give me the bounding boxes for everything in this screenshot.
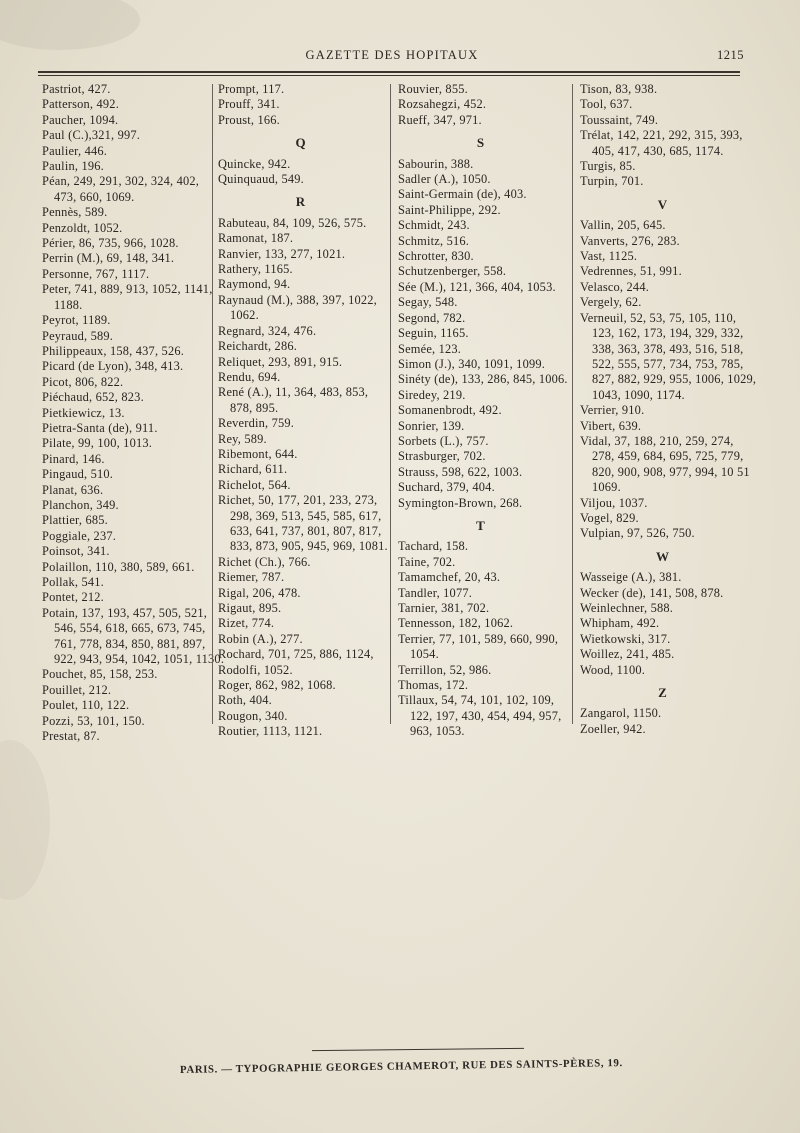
index-entry: Verneuil, 52, 53, 75, 105, 110, [580, 310, 737, 325]
index-entry: Tennesson, 182, 1062. [398, 616, 514, 631]
index-entry: Reverdin, 759. [218, 416, 295, 431]
index-entry: Plattier, 685. [42, 513, 108, 528]
index-entry: Pennès, 589. [42, 205, 108, 220]
index-entry: Poggiale, 237. [42, 528, 117, 543]
index-entry: Routier, 1113, 1121. [218, 724, 323, 739]
index-entry: Peyraud, 589. [42, 328, 114, 343]
index-entry: Schrotter, 830. [398, 249, 474, 264]
index-entry-continuation: 827, 882, 929, 955, 1006, 1029, [592, 372, 757, 387]
index-entry: Reichardt, 286. [218, 339, 298, 354]
index-entry: Rigal, 206, 478. [218, 585, 301, 600]
footer-rule [312, 1048, 524, 1051]
index-entry: Viljou, 1037. [580, 495, 648, 510]
index-entry: Vidal, 37, 188, 210, 259, 274, [580, 433, 734, 448]
index-entry: Woillez, 241, 485. [580, 647, 675, 662]
index-entry: Pouillet, 212. [42, 682, 112, 697]
index-entry: Pontet, 212. [42, 590, 104, 605]
index-entry-continuation: 820, 900, 908, 977, 994, 10 51 [592, 464, 750, 479]
index-entry: Picard (de Lyon), 348, 413. [42, 359, 184, 374]
index-entry: Tamamchef, 20, 43. [398, 570, 501, 585]
index-entry: Schmitz, 516. [398, 233, 470, 248]
index-entry: Rigaut, 895. [218, 601, 282, 615]
index-entry: Picot, 806, 822. [42, 374, 124, 389]
index-entry: Somanenbrodt, 492. [398, 403, 502, 418]
index-entry: Sadler (A.), 1050. [398, 172, 491, 187]
index-entry: Polaillon, 110, 380, 589, 661. [42, 559, 195, 574]
index-entry: Segay, 548. [398, 295, 458, 310]
index-entry-continuation: 298, 369, 513, 545, 585, 617, [230, 508, 382, 523]
section-letter-heading: V [657, 196, 669, 212]
index-entry: Pouchet, 85, 158, 253. [42, 667, 158, 682]
index-entry: Pollak, 541. [42, 575, 104, 589]
index-entry-continuation: 522, 555, 577, 734, 753, 785, [592, 356, 744, 371]
index-entry: Rochard, 701, 725, 886, 1124, [218, 647, 374, 662]
paper-stain [0, 0, 140, 50]
index-entry: Pozzi, 53, 101, 150. [42, 713, 145, 728]
index-entry: Rougon, 340. [218, 708, 288, 723]
section-letter-heading: Q [295, 135, 307, 151]
index-entry: Simon (J.), 340, 1091, 1099. [398, 356, 546, 371]
index-entry: Paul (C.),321, 997. [42, 128, 141, 143]
index-entry-continuation: 1062. [230, 308, 259, 323]
index-entry: Velasco, 244. [580, 279, 650, 294]
index-entry-continuation: 473, 660, 1069. [54, 189, 135, 204]
index-entry: Ranvier, 133, 277, 1021. [218, 246, 346, 261]
index-entry: Perrin (M.), 69, 148, 341. [42, 251, 175, 266]
index-entry: Rendu, 694. [218, 369, 281, 384]
index-entry-continuation: 338, 363, 378, 493, 516, 518, [592, 341, 744, 356]
index-entry: Verrier, 910. [580, 403, 645, 418]
index-entry: Reliquet, 293, 891, 915. [218, 354, 343, 369]
index-entry: Vergely, 62. [580, 295, 642, 310]
index-entry: Riemer, 787. [218, 570, 285, 585]
index-entry: Péan, 249, 291, 302, 324, 402, [42, 174, 200, 189]
index-entry: Toussaint, 749. [580, 112, 659, 127]
index-entry-continuation: 123, 162, 173, 194, 329, 332, [592, 326, 744, 341]
index-entry: Raynaud (M.), 388, 397, 1022, [218, 292, 377, 307]
index-entry: Taine, 702. [398, 554, 456, 569]
index-entry: Turpin, 701. [580, 174, 644, 189]
index-entry: Wood, 1100. [580, 662, 646, 677]
header-rule-thick [38, 71, 740, 73]
index-entry: Trélat, 142, 221, 292, 315, 393, [580, 128, 743, 143]
index-entry: Tillaux, 54, 74, 101, 102, 109, [398, 693, 555, 708]
index-entry: Terrillon, 52, 986. [398, 662, 492, 677]
index-entry: Vanverts, 276, 283. [580, 233, 680, 248]
index-entry-continuation: 1054. [410, 647, 439, 662]
index-entry-continuation: 1069. [592, 480, 621, 495]
index-entry: Richard, 611. [218, 462, 288, 477]
index-entry: Quinquaud, 549. [218, 172, 304, 187]
index-entry: Planchon, 349. [42, 497, 119, 512]
index-entry: Saint-Germain (de), 403. [398, 187, 527, 202]
index-entry: Wasseige (A.), 381. [580, 570, 682, 585]
index-entry: Rodolfi, 1052. [218, 662, 293, 677]
index-entry: Tachard, 158. [398, 539, 469, 554]
index-entry: Tool, 637. [580, 97, 633, 112]
index-entry: Poinsot, 341. [42, 544, 110, 559]
index-entry: Potain, 137, 193, 457, 505, 521, [42, 605, 208, 620]
index-entry: Turgis, 85. [580, 159, 636, 174]
index-entry: Rabuteau, 84, 109, 526, 575. [218, 215, 367, 230]
header-rule-thin [38, 75, 740, 76]
index-entry: Paulin, 196. [42, 159, 104, 174]
index-entry: Roger, 862, 982, 1068. [218, 678, 336, 693]
index-entry: Segond, 782. [398, 310, 466, 325]
index-entry-continuation: 278, 459, 684, 695, 725, 779, [592, 449, 744, 464]
index-entry: Pilate, 99, 100, 1013. [42, 436, 153, 451]
index-entry: Sonrier, 139. [398, 418, 465, 433]
index-entry-continuation: 833, 873, 905, 945, 969, 1081. [230, 539, 388, 554]
index-entry: Peyrot, 1189. [42, 313, 111, 328]
index-entry: Tarnier, 381, 702. [398, 601, 490, 615]
index-entry: Raymond, 94. [218, 277, 291, 292]
index-entry: Planat, 636. [42, 482, 104, 497]
index-entry: Vulpian, 97, 526, 750. [580, 526, 695, 541]
paper-stain [0, 740, 50, 900]
page-header [38, 48, 746, 66]
index-entry-continuation: 963, 1053. [410, 724, 465, 739]
index-column-3 [398, 82, 568, 740]
index-entry: Sinéty (de), 133, 286, 845, 1006. [398, 372, 568, 387]
index-entry: René (A.), 11, 364, 483, 853, [218, 385, 369, 400]
index-entry-continuation: 633, 641, 737, 801, 807, 817, [230, 523, 382, 538]
index-entry: Symington-Brown, 268. [398, 495, 523, 510]
index-entry: Rouvier, 855. [398, 82, 468, 96]
index-entry: Vibert, 639. [580, 418, 642, 433]
index-entry: Vogel, 829. [580, 510, 639, 525]
index-entry-continuation: 405, 417, 430, 685, 1174. [592, 143, 724, 158]
index-entry: Tandler, 1077. [398, 585, 473, 600]
index-entry: Terrier, 77, 101, 589, 660, 990, [398, 631, 559, 646]
section-letter-heading: Z [658, 685, 668, 701]
index-entry: Seguin, 1165. [398, 326, 469, 341]
section-letter-heading: W [656, 548, 670, 564]
index-entry-continuation: 122, 197, 430, 454, 494, 957, [410, 708, 562, 723]
index-entry: Prompt, 117. [218, 82, 285, 96]
index-entry-continuation: 546, 554, 618, 665, 673, 745, [54, 621, 206, 636]
index-entry: Périer, 86, 735, 966, 1028. [42, 236, 179, 251]
index-entry: Roth, 404. [218, 693, 272, 708]
index-entry: Regnard, 324, 476. [218, 323, 317, 338]
index-entry: Zangarol, 1150. [580, 706, 662, 721]
page-number: 1215 [717, 48, 744, 62]
index-entry: Sorbets (L.), 757. [398, 433, 489, 448]
index-column-2 [218, 82, 388, 740]
index-entry: Semée, 123. [398, 341, 462, 356]
column-divider [572, 84, 573, 724]
index-entry: Prestat, 87. [42, 729, 100, 744]
index-entry-continuation: 878, 895. [230, 400, 279, 415]
index-entry: Schutzenberger, 558. [398, 264, 507, 279]
index-entry: Siredey, 219. [398, 387, 466, 402]
index-entry-continuation: 1188. [54, 297, 83, 312]
index-entry: Rey, 589. [218, 431, 267, 446]
index-entry: Pinard, 146. [42, 451, 105, 466]
index-entry: Penzoldt, 1052. [42, 220, 123, 235]
index-column-1 [42, 82, 225, 744]
index-entry: Zoeller, 942. [580, 721, 646, 736]
index-entry: Ramonat, 187. [218, 231, 294, 246]
index-entry: Rizet, 774. [218, 616, 275, 631]
index-entry: Richet, 50, 177, 201, 233, 273, [218, 493, 378, 508]
index-entry: Strauss, 598, 622, 1003. [398, 464, 523, 479]
index-entry: Thomas, 172. [398, 678, 469, 693]
index-entry: Proust, 166. [218, 112, 280, 127]
index-entry: Richet (Ch.), 766. [218, 554, 311, 569]
index-entry: Paulier, 446. [42, 143, 108, 158]
index-entry: Prouff, 341. [218, 97, 280, 112]
index-entry: Patterson, 492. [42, 97, 119, 112]
index-entry: Robin (A.), 277. [218, 631, 303, 646]
index-entry: Rathery, 1165. [218, 262, 293, 277]
index-entry-continuation: 761, 778, 834, 850, 881, 897, [54, 636, 206, 651]
index-entry: Sée (M.), 121, 366, 404, 1053. [398, 279, 556, 294]
printer-imprint: PARIS. — TYPOGRAPHIE GEORGES CHAMEROT, RUE DES SAINTS-PÈRES, 19. [179, 1057, 623, 1076]
index-entry: Poulet, 110, 122. [42, 698, 130, 713]
index-column-4 [580, 82, 757, 737]
index-entry-continuation: 1043, 1090, 1174. [592, 387, 685, 402]
column-divider [390, 84, 391, 724]
index-entry: Pietra-Santa (de), 911. [42, 420, 158, 435]
index-entry: Saint-Philippe, 292. [398, 202, 501, 217]
index-entry: Pastriot, 427. [42, 82, 111, 96]
index-entry: Rozsahegzi, 452. [398, 97, 487, 112]
index-entry: Vallin, 205, 645. [580, 218, 666, 233]
index-entry: Sabourin, 388. [398, 156, 474, 171]
index-entry: Weinlechner, 588. [580, 601, 674, 615]
index-entry-continuation: 922, 943, 954, 1042, 1051, 1130. [54, 652, 225, 667]
index-entry: Vedrennes, 51, 991. [580, 264, 682, 279]
section-letter-heading: S [476, 135, 486, 151]
index-entry: Philippeaux, 158, 437, 526. [42, 343, 185, 358]
index-entry: Whipham, 492. [580, 616, 660, 631]
index-entry: Suchard, 379, 404. [398, 480, 495, 495]
index-entry: Ribemont, 644. [218, 446, 298, 461]
index-entry: Paucher, 1094. [42, 112, 119, 127]
index-entry: Wietkowski, 317. [580, 631, 671, 646]
index-entry: Pingaud, 510. [42, 467, 114, 482]
index-entry: Wecker (de), 141, 508, 878. [580, 585, 724, 600]
section-letter-heading: T [476, 517, 486, 533]
column-divider [212, 84, 213, 724]
index-entry: Quincke, 942. [218, 156, 291, 171]
section-letter-heading: R [295, 194, 307, 210]
index-entry: Rueff, 347, 971. [398, 112, 482, 127]
page-title: GAZETTE DES HOPITAUX [305, 48, 479, 62]
index-entry: Peter, 741, 889, 913, 1052, 1141, [42, 282, 213, 297]
index-entry: Tison, 83, 938. [580, 82, 658, 96]
index-entry: Pietkiewicz, 13. [42, 405, 125, 420]
index-entry: Strasburger, 702. [398, 449, 486, 464]
index-entry: Richelot, 564. [218, 477, 291, 492]
index-entry: Personne, 767, 1117. [42, 266, 150, 281]
index-entry: Vast, 1125. [580, 249, 638, 264]
index-entry: Piéchaud, 652, 823. [42, 390, 144, 405]
index-entry: Schmidt, 243. [398, 218, 470, 233]
